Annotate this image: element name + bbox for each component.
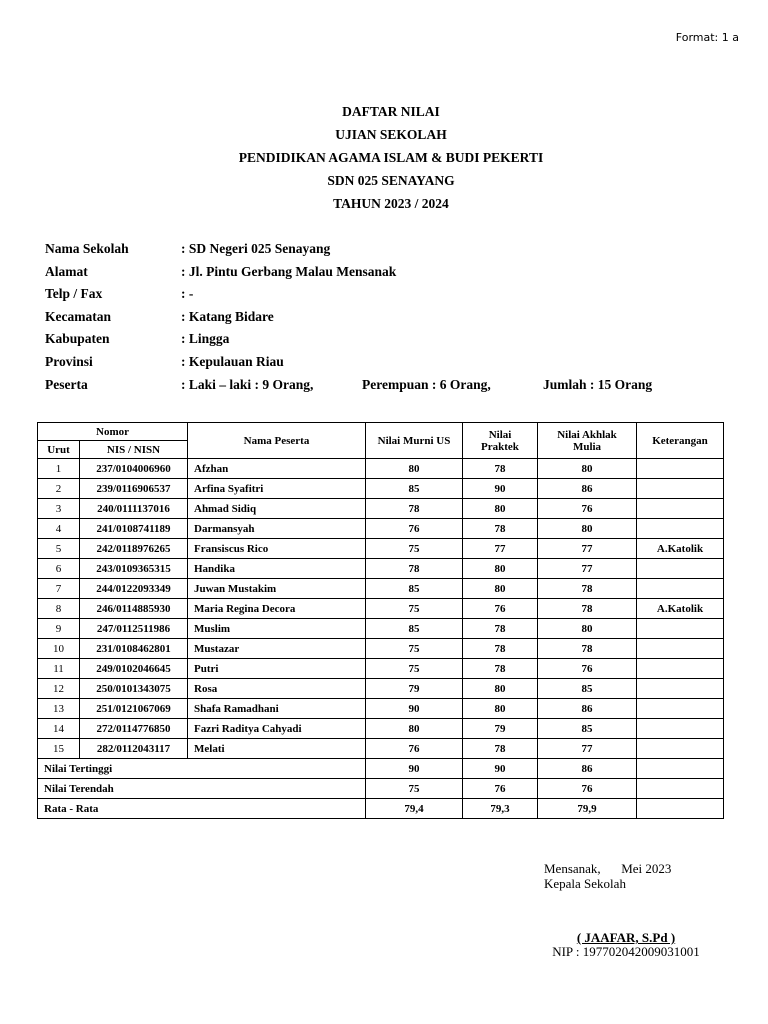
cell-akhlak: 76 (538, 499, 637, 519)
cell-urut: 1 (38, 459, 80, 479)
cell-nis: 240/0111137016 (80, 499, 188, 519)
cell-praktek: 80 (463, 699, 538, 719)
cell-praktek: 79 (463, 719, 538, 739)
cell-akhlak: 78 (538, 639, 637, 659)
cell-nis: 231/0108462801 (80, 639, 188, 659)
cell-nama: Fransiscus Rico (188, 539, 366, 559)
format-label: Format: 1 a (675, 31, 739, 44)
info-value: : Kepulauan Riau (181, 353, 284, 369)
cell-nis: 243/0109365315 (80, 559, 188, 579)
header-nis: NIS / NISN (80, 441, 188, 459)
info-label: Peserta (45, 376, 88, 392)
summary-praktek: 90 (463, 759, 538, 779)
info-label: Kabupaten (45, 331, 110, 347)
cell-praktek: 78 (463, 519, 538, 539)
cell-nis: 249/0102046645 (80, 659, 188, 679)
summary-label: Nilai Terendah (38, 779, 366, 799)
cell-praktek: 80 (463, 499, 538, 519)
cell-urut: 12 (38, 679, 80, 699)
cell-nama: Arfina Syafitri (188, 479, 366, 499)
cell-murni: 75 (366, 659, 463, 679)
cell-nama: Fazri Raditya Cahyadi (188, 719, 366, 739)
summary-keterangan (637, 799, 724, 819)
cell-nama: Mustazar (188, 639, 366, 659)
cell-nis: 242/0118976265 (80, 539, 188, 559)
cell-nis: 246/0114885930 (80, 599, 188, 619)
summary-praktek: 76 (463, 779, 538, 799)
cell-nis: 247/0112511986 (80, 619, 188, 639)
cell-keterangan (637, 559, 724, 579)
info-label: Alamat (45, 263, 88, 279)
cell-nis: 251/0121067069 (80, 699, 188, 719)
header-akhlak-line2: Mulia (572, 440, 602, 453)
cell-nama: Shafa Ramadhani (188, 699, 366, 719)
cell-akhlak: 85 (538, 679, 637, 699)
cell-akhlak: 77 (538, 739, 637, 759)
cell-murni: 78 (366, 499, 463, 519)
header-akhlak (538, 423, 637, 459)
cell-akhlak: 86 (538, 479, 637, 499)
cell-murni: 76 (366, 739, 463, 759)
info-value: : Lingga (181, 331, 230, 347)
info-label: Nama Sekolah (45, 241, 129, 256)
cell-praktek: 78 (463, 659, 538, 679)
summary-keterangan (637, 759, 724, 779)
participants-total: Jumlah : 15 Orang (543, 376, 653, 392)
table-row (38, 659, 724, 679)
signature-date: Mei 2023 (621, 861, 672, 876)
table-row (38, 559, 724, 579)
header-urut: Urut (38, 441, 80, 459)
header-keterangan: Keterangan (637, 423, 724, 459)
header-praktek-line1: Nilai (488, 428, 512, 441)
cell-murni: 79 (366, 679, 463, 699)
cell-urut: 14 (38, 719, 80, 739)
cell-urut: 15 (38, 739, 80, 759)
info-label: Kecamatan (45, 308, 111, 324)
title-line-2: UJIAN SEKOLAH (335, 127, 447, 142)
cell-keterangan (637, 479, 724, 499)
table-row (38, 619, 724, 639)
participants-female: Perempuan : 6 Orang, (362, 376, 491, 392)
cell-nis: 239/0116906537 (80, 479, 188, 499)
place-date-line (544, 861, 671, 876)
summary-akhlak: 86 (538, 759, 637, 779)
cell-keterangan: A.Katolik (637, 599, 724, 619)
cell-keterangan (637, 719, 724, 739)
signature-place-date (544, 861, 671, 891)
title-line-5: TAHUN 2023 / 2024 (333, 196, 449, 211)
summary-akhlak: 76 (538, 779, 637, 799)
summary-murni: 90 (366, 759, 463, 779)
cell-nama: Ahmad Sidiq (188, 499, 366, 519)
cell-nama: Handika (188, 559, 366, 579)
summary-praktek: 79,3 (463, 799, 538, 819)
cell-nis: 250/0101343075 (80, 679, 188, 699)
table-row (38, 699, 724, 719)
summary-row (38, 779, 724, 799)
cell-urut: 7 (38, 579, 80, 599)
cell-akhlak: 80 (538, 519, 637, 539)
title-line-4: SDN 025 SENAYANG (327, 173, 455, 188)
cell-akhlak: 86 (538, 699, 637, 719)
title-line-1: DAFTAR NILAI (342, 104, 440, 119)
info-value: : Katang Bidare (181, 308, 274, 324)
cell-akhlak: 76 (538, 659, 637, 679)
grades-table (37, 422, 724, 819)
cell-praktek: 78 (463, 639, 538, 659)
summary-akhlak: 79,9 (538, 799, 637, 819)
table-row (38, 739, 724, 759)
header-praktek-line2: Praktek (481, 440, 519, 453)
summary-keterangan (637, 779, 724, 799)
document-title (0, 103, 768, 218)
cell-murni: 76 (366, 519, 463, 539)
cell-murni: 85 (366, 479, 463, 499)
cell-keterangan (637, 679, 724, 699)
cell-keterangan (637, 499, 724, 519)
cell-keterangan (637, 639, 724, 659)
cell-keterangan (637, 619, 724, 639)
cell-keterangan (637, 579, 724, 599)
summary-row (38, 759, 724, 779)
cell-akhlak: 78 (538, 599, 637, 619)
cell-murni: 90 (366, 699, 463, 719)
cell-nis: 272/0114776850 (80, 719, 188, 739)
header-akhlak-line1: Nilai Akhlak (557, 428, 617, 441)
cell-praktek: 77 (463, 539, 538, 559)
cell-murni: 75 (366, 639, 463, 659)
cell-murni: 80 (366, 459, 463, 479)
cell-urut: 10 (38, 639, 80, 659)
table-row (38, 499, 724, 519)
header-nama: Nama Peserta (188, 423, 366, 459)
cell-akhlak: 80 (538, 619, 637, 639)
info-value: : Jl. Pintu Gerbang Malau Mensanak (181, 263, 397, 279)
cell-praktek: 90 (463, 479, 538, 499)
cell-nama: Muslim (188, 619, 366, 639)
cell-nama: Afzhan (188, 459, 366, 479)
header-praktek (463, 423, 538, 459)
header-nomor: Nomor (38, 423, 188, 441)
table-row (38, 579, 724, 599)
table-row (38, 599, 724, 619)
table-header-row (38, 423, 724, 441)
grade-rows (38, 459, 724, 759)
info-label: Provinsi (45, 353, 93, 369)
cell-keterangan (637, 519, 724, 539)
signature-place: Mensanak, (544, 861, 601, 876)
cell-nis: 241/0108741189 (80, 519, 188, 539)
info-value: : SD Negeri 025 Senayang (181, 241, 331, 256)
signer-nip: NIP : 197702042009031001 (552, 944, 700, 959)
table-row (38, 519, 724, 539)
info-value: : - (181, 286, 194, 302)
summary-rows (38, 759, 724, 819)
cell-keterangan (637, 699, 724, 719)
cell-nis: 282/0112043117 (80, 739, 188, 759)
cell-urut: 13 (38, 699, 80, 719)
cell-keterangan (637, 739, 724, 759)
cell-nama: Maria Regina Decora (188, 599, 366, 619)
cell-nama: Darmansyah (188, 519, 366, 539)
cell-akhlak: 78 (538, 579, 637, 599)
cell-akhlak: 80 (538, 459, 637, 479)
summary-murni: 79,4 (366, 799, 463, 819)
table-row (38, 639, 724, 659)
cell-praktek: 78 (463, 739, 538, 759)
table-row (38, 459, 724, 479)
cell-urut: 3 (38, 499, 80, 519)
cell-urut: 11 (38, 659, 80, 679)
title-line-3: PENDIDIKAN AGAMA ISLAM & BUDI PEKERTI (238, 150, 544, 165)
cell-praktek: 78 (463, 459, 538, 479)
cell-keterangan (637, 659, 724, 679)
cell-praktek: 76 (463, 599, 538, 619)
cell-murni: 85 (366, 579, 463, 599)
cell-urut: 8 (38, 599, 80, 619)
cell-nama: Melati (188, 739, 366, 759)
cell-urut: 6 (38, 559, 80, 579)
cell-nis: 244/0122093349 (80, 579, 188, 599)
cell-murni: 78 (366, 559, 463, 579)
cell-akhlak: 85 (538, 719, 637, 739)
cell-akhlak: 77 (538, 539, 637, 559)
cell-nis: 237/0104006960 (80, 459, 188, 479)
cell-nama: Putri (188, 659, 366, 679)
header-murni: Nilai Murni US (366, 423, 463, 459)
cell-nama: Rosa (188, 679, 366, 699)
cell-murni: 85 (366, 619, 463, 639)
cell-keterangan: A.Katolik (637, 539, 724, 559)
table-row (38, 539, 724, 559)
cell-praktek: 80 (463, 559, 538, 579)
table-row (38, 679, 724, 699)
participants-male: : Laki – laki : 9 Orang, (181, 376, 314, 392)
signer-block (546, 931, 706, 959)
info-label: Telp / Fax (45, 286, 103, 302)
cell-praktek: 80 (463, 579, 538, 599)
cell-nama: Juwan Mustakim (188, 579, 366, 599)
cell-murni: 80 (366, 719, 463, 739)
summary-label: Nilai Tertinggi (38, 759, 366, 779)
cell-akhlak: 77 (538, 559, 637, 579)
cell-urut: 2 (38, 479, 80, 499)
cell-praktek: 78 (463, 619, 538, 639)
summary-row (38, 799, 724, 819)
signature-role: Kepala Sekolah (544, 876, 626, 891)
cell-urut: 4 (38, 519, 80, 539)
cell-murni: 75 (366, 539, 463, 559)
table-row (38, 719, 724, 739)
summary-murni: 75 (366, 779, 463, 799)
cell-keterangan (637, 459, 724, 479)
cell-murni: 75 (366, 599, 463, 619)
cell-urut: 5 (38, 539, 80, 559)
cell-urut: 9 (38, 619, 80, 639)
cell-praktek: 80 (463, 679, 538, 699)
summary-label: Rata - Rata (38, 799, 366, 819)
table-row (38, 479, 724, 499)
signer-name: ( JAAFAR, S.Pd ) (576, 930, 676, 945)
